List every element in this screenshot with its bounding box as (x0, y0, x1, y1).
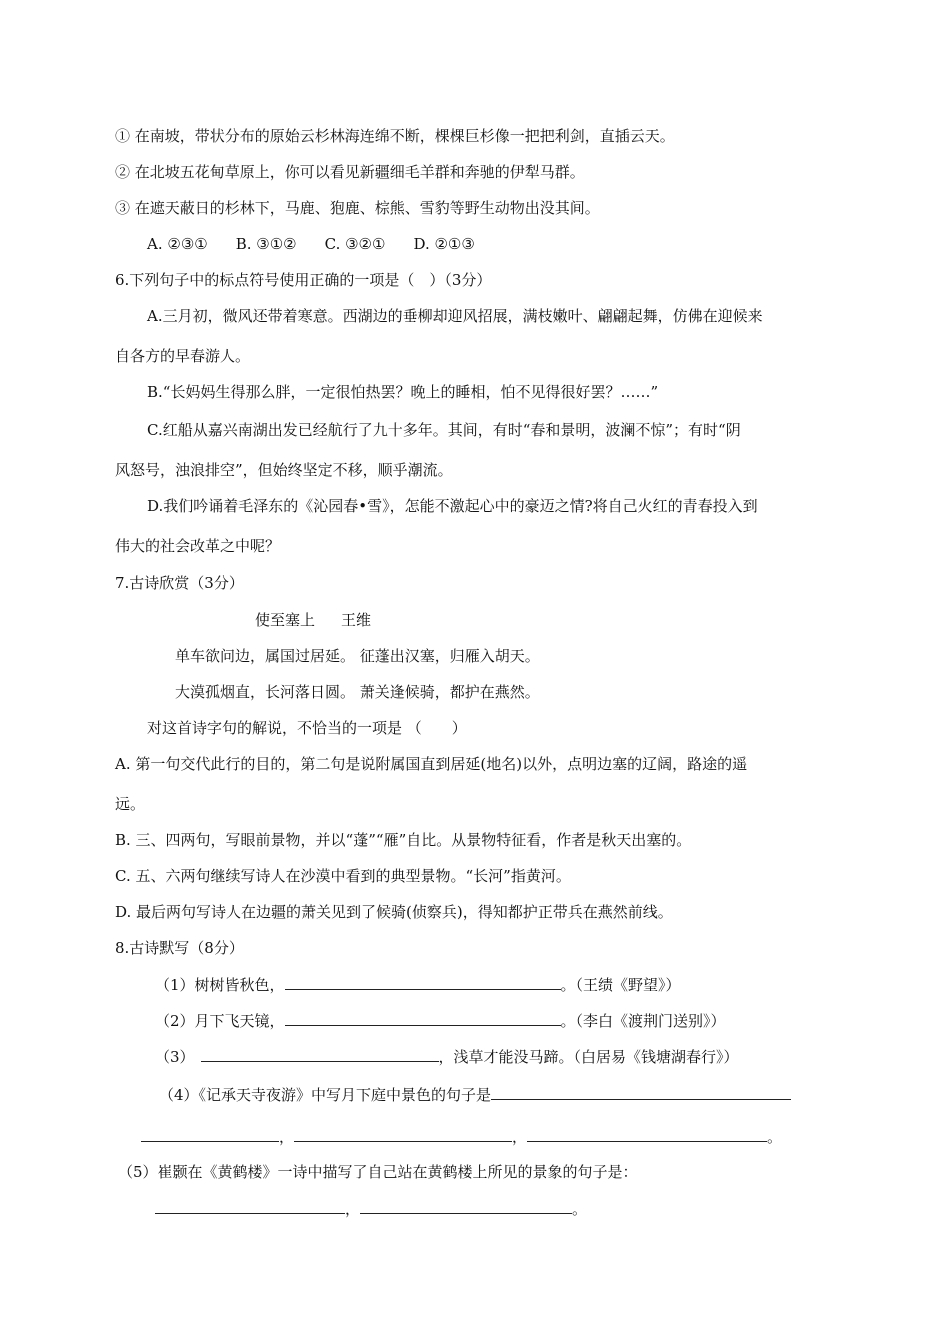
poem-line-1: 单车欲问边，属国过居延。 征蓬出汉塞，归雁入胡天。 (175, 647, 540, 665)
poem-title (255, 610, 371, 630)
q8-item-4-blank-1[interactable] (491, 1084, 791, 1100)
q8-item-4-blank-3[interactable] (294, 1126, 512, 1142)
q6-option-a-line2: 自各方的早春游人。 (115, 347, 251, 365)
q8-item-3-suffix: ，浅草才能没马蹄。（白居易《钱塘湖春行》） (438, 1048, 739, 1066)
q8-item-3-num: （3） (155, 1048, 195, 1066)
q8-item-5-line2 (155, 1198, 587, 1219)
comma: ， (345, 1200, 361, 1218)
q8-item-5-blank-1[interactable] (155, 1198, 345, 1214)
q8-item-1 (155, 974, 681, 995)
q8-item-2 (155, 1010, 726, 1031)
q8-item-4-line2 (141, 1126, 782, 1147)
q5-option-b[interactable]: B. ③①② (235, 235, 297, 253)
q7-heading: 7.古诗欣赏（3分） (115, 574, 244, 592)
q6-stem: 6.下列句子中的标点符号使用正确的一项是（ ）（3分） (115, 271, 492, 289)
q8-item-1-prompt: （1）树树皆秋色， (155, 976, 285, 994)
q8-item-4-blank-4[interactable] (527, 1126, 767, 1142)
sentence-3: ③ 在遮天蔽日的杉林下，马鹿、狍鹿、棕熊、雪豹等野生动物出没其间。 (115, 199, 600, 217)
q5-options (147, 234, 475, 254)
sentence-1: ① 在南坡，带状分布的原始云杉林海连绵不断，棵棵巨杉像一把把利剑，直插云天。 (115, 127, 675, 145)
q8-item-4-blank-2[interactable] (141, 1126, 279, 1142)
q8-item-5-blank-2[interactable] (360, 1198, 572, 1214)
q7-stem: 对这首诗字句的解说，不恰当的一项是 （ ） (147, 719, 467, 737)
q6-option-d-line1[interactable]: D.我们吟诵着毛泽东的《沁园春•雪》，怎能不激起心中的豪迈之情?将自己火红的青春投入到 (147, 497, 758, 515)
q5-option-d[interactable]: D. ②①③ (413, 235, 475, 253)
q8-item-2-source: 。（李白《渡荆门送别》） (560, 1012, 726, 1030)
q8-item-3-blank[interactable] (201, 1046, 439, 1062)
q8-item-4-prompt: （4）《记承天寺夜游》中写月下庭中景色的句子是 (159, 1086, 492, 1104)
period: 。 (767, 1128, 783, 1146)
q6-option-c-line2: 风怒号，浊浪排空”，但始终坚定不移，顺乎潮流。 (115, 461, 453, 479)
q7-option-b[interactable]: B. 三、四两句，写眼前景物，并以“蓬”“雁”自比。从景物特征看，作者是秋天出塞的。 (115, 831, 692, 849)
poem-line-2: 大漠孤烟直，长河落日圆。 萧关逢候骑，都护在燕然。 (175, 683, 540, 701)
comma: ， (512, 1128, 528, 1146)
q7-option-a-line2: 远。 (115, 795, 146, 813)
q5-option-c[interactable]: C. ③②① (324, 235, 386, 253)
poem-author: 王维 (341, 611, 372, 629)
sentence-2: ② 在北坡五花甸草原上，你可以看见新疆细毛羊群和奔驰的伊犁马群。 (115, 163, 585, 181)
q8-heading: 8.古诗默写（8分） (115, 939, 244, 957)
comma: ， (279, 1128, 295, 1146)
q6-option-b[interactable]: B.“长妈妈生得那么胖，一定很怕热罢？晚上的睡相，怕不见得很好罢？……” (147, 383, 659, 401)
q7-option-d[interactable]: D. 最后两句写诗人在边疆的萧关见到了候骑(侦察兵)，得知都护正带兵在燕然前线。 (115, 903, 673, 921)
q8-item-3 (155, 1046, 739, 1067)
q6-option-c-line1[interactable]: C.红船从嘉兴南湖出发已经航行了九十多年。其间，有时“春和景明，波澜不惊”；有时“阴 (147, 421, 741, 439)
q6-option-a-line1[interactable]: A.三月初，微风还带着寒意。西湖边的垂柳却迎风招展，满枝嫩叶、翩翩起舞，仿佛在迎候来 (147, 307, 763, 325)
poem-title-text: 使至塞上 (255, 611, 316, 629)
q8-item-4 (159, 1084, 791, 1105)
q5-option-a[interactable]: A. ②③① (147, 235, 208, 253)
q8-item-1-blank[interactable] (285, 974, 561, 990)
q7-option-c[interactable]: C. 五、六两句继续写诗人在沙漠中看到的典型景物。“长河”指黄河。 (115, 867, 571, 885)
q6-option-d-line2: 伟大的社会改革之中呢？ (115, 537, 281, 555)
q8-item-2-blank[interactable] (285, 1010, 561, 1026)
q8-item-1-source: 。（王绩《野望》） (560, 976, 681, 994)
q8-item-2-prompt: （2）月下飞天镜， (155, 1012, 285, 1030)
period: 。 (572, 1200, 588, 1218)
q8-item-5: （5）崔颢在《黄鹤楼》一诗中描写了自己站在黄鹤楼上所见的景象的句子是： (118, 1163, 638, 1181)
q7-option-a-line1[interactable]: A. 第一句交代此行的目的，第二句是说附属国直到居延(地名)以外，点明边塞的辽阔，路途的遥 (115, 755, 748, 773)
